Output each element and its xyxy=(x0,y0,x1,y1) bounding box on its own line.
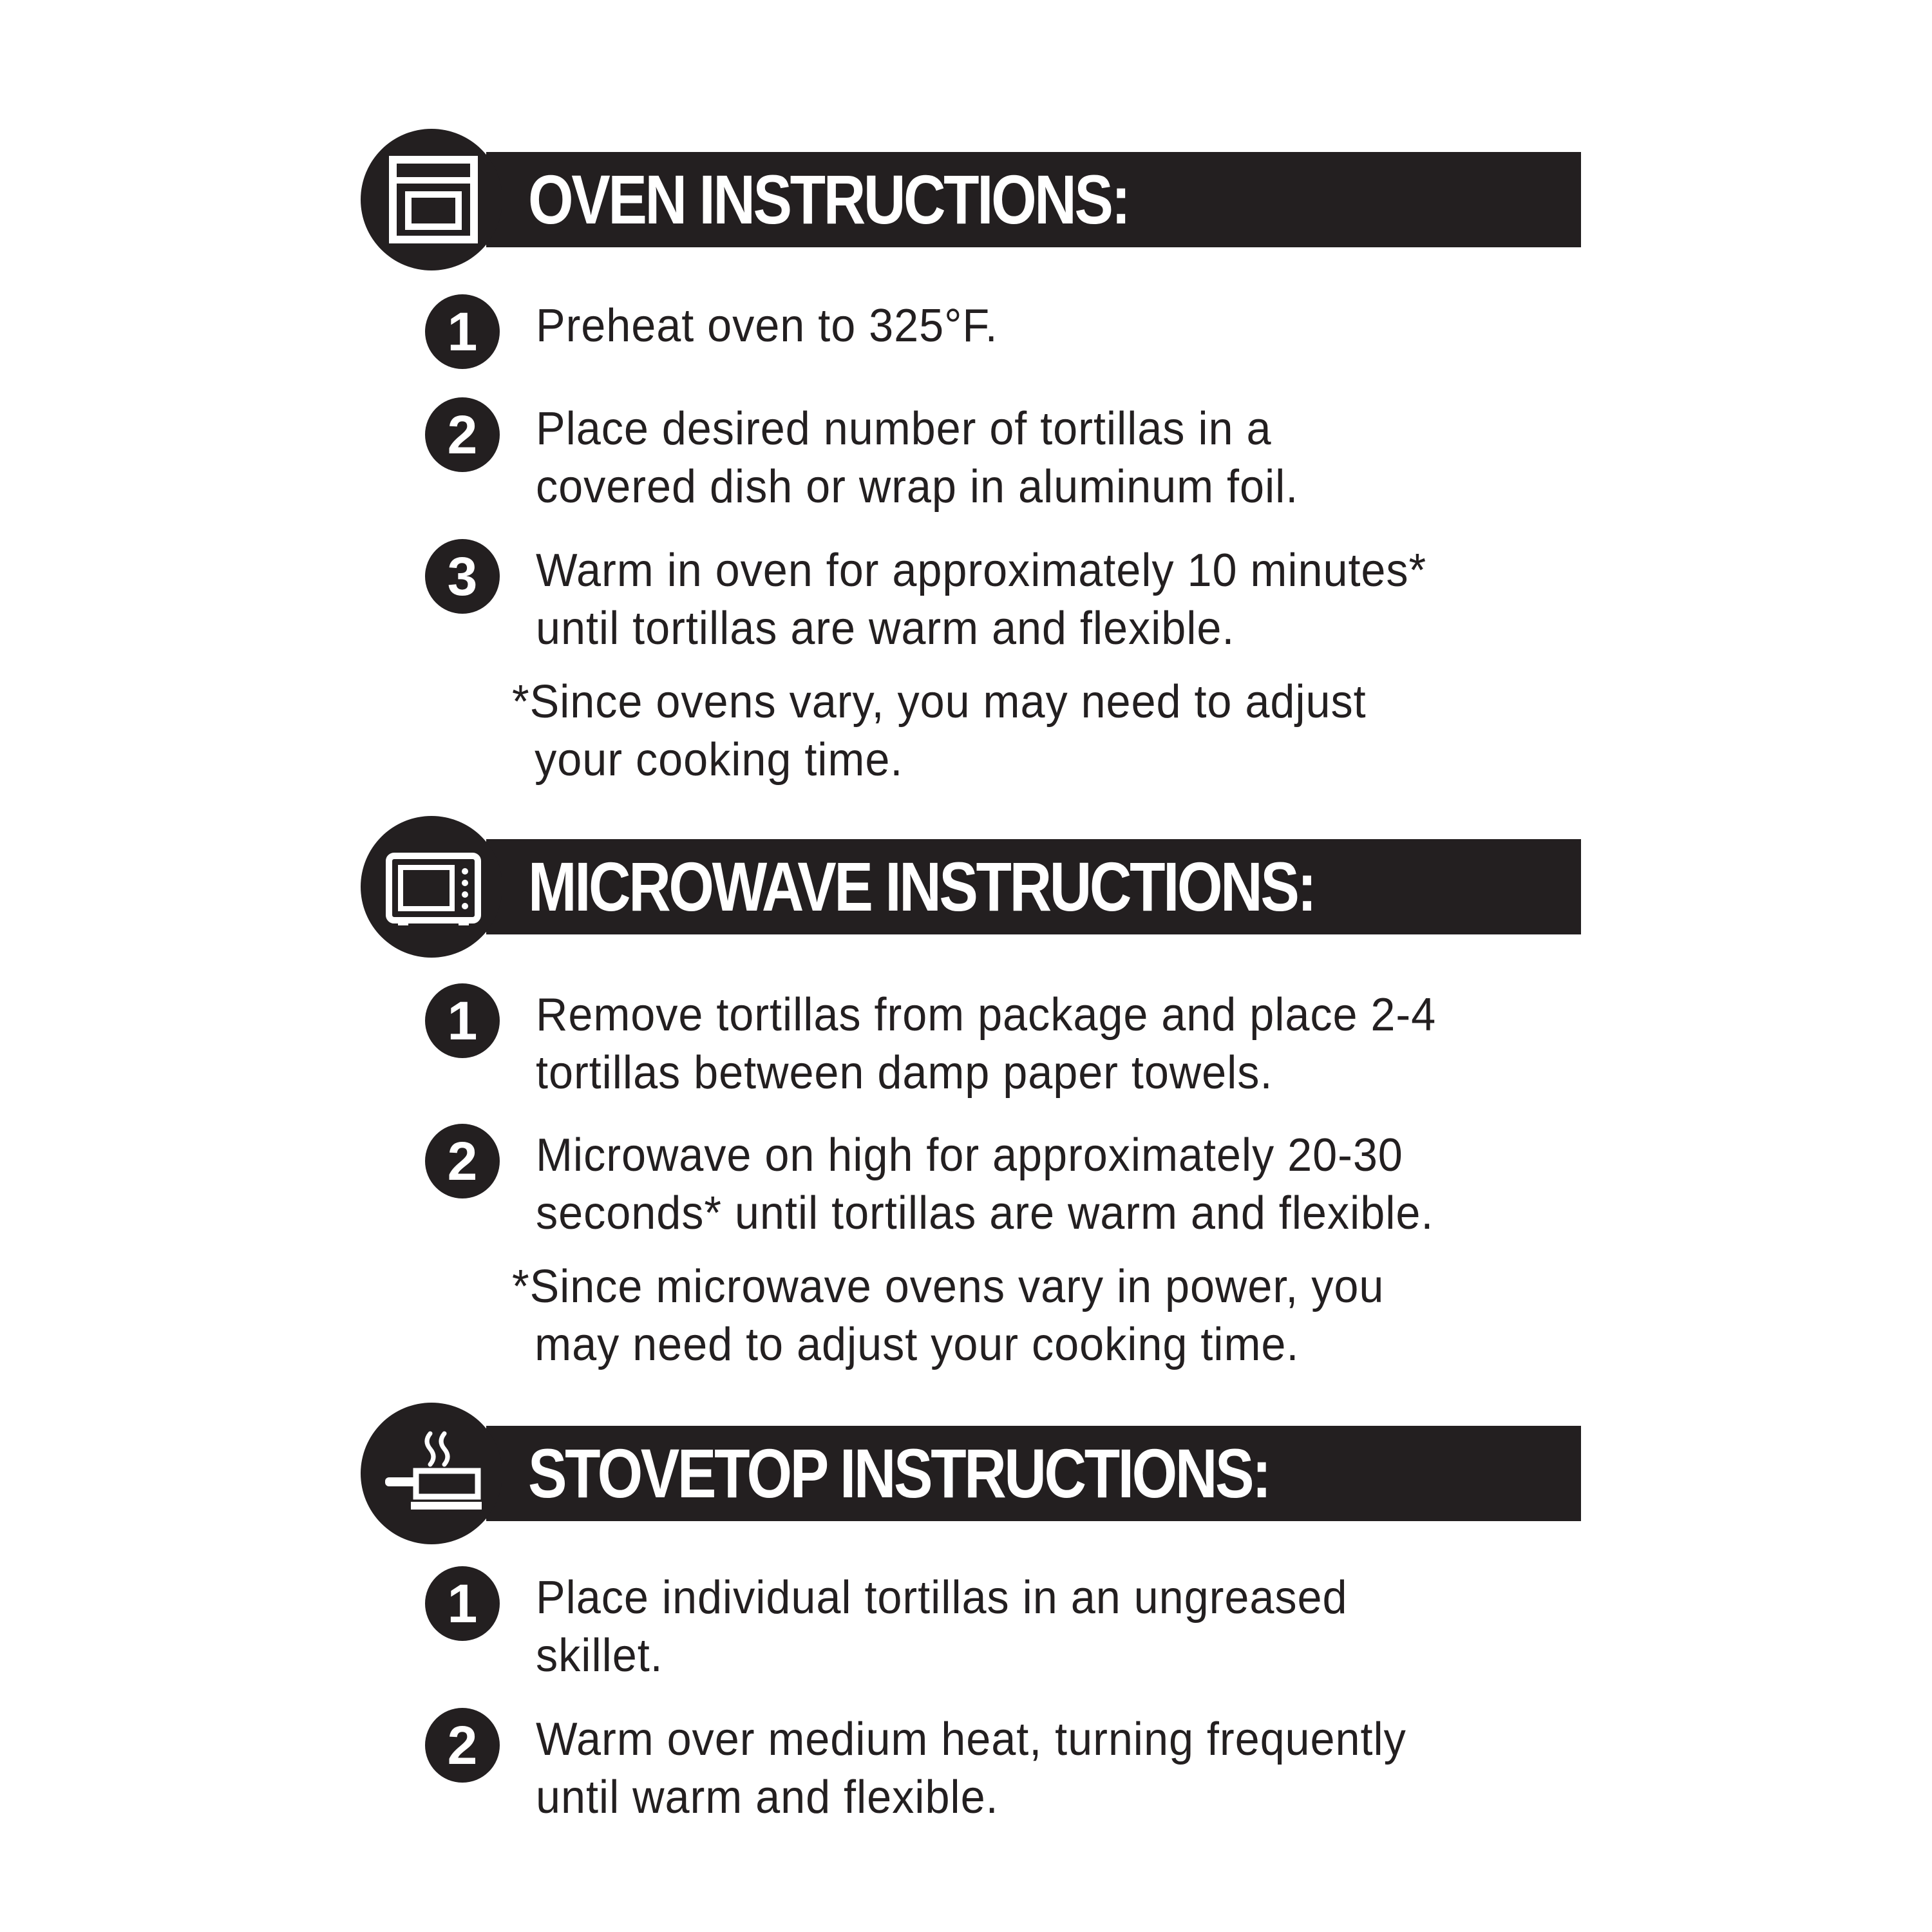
skillet-icon xyxy=(385,1428,482,1519)
oven-section-header xyxy=(361,129,1581,270)
microwave-icon xyxy=(385,842,482,932)
step-text: Preheat oven to 325°F. xyxy=(536,300,998,352)
step-number-badge: 2 xyxy=(425,1708,500,1783)
step-text: Remove tortillas from package and place 2-4 tortillas between damp paper towels. xyxy=(536,989,1437,1099)
oven-header-circle xyxy=(361,129,502,270)
microwave-header-circle xyxy=(361,816,502,958)
step-number-badge: 1 xyxy=(425,983,500,1058)
microwave-title: MICROWAVE INSTRUCTIONS: xyxy=(528,848,1315,925)
step-text: Warm in oven for approximately 10 minutes* until tortillas are warm and flexible. xyxy=(536,545,1427,654)
step-text: Warm over medium heat, turning frequently until warm and flexible. xyxy=(536,1714,1406,1823)
oven-icon xyxy=(385,155,482,245)
step-number-badge: 2 xyxy=(425,397,500,472)
stovetop-section-header xyxy=(361,1403,1581,1544)
step-number-badge: 2 xyxy=(425,1124,500,1198)
oven-title: OVEN INSTRUCTIONS: xyxy=(528,160,1129,238)
stovetop-header-circle xyxy=(361,1403,502,1544)
oven-note: *Since ovens vary, you may need to adjust your cooking time. xyxy=(512,676,1367,786)
microwave-note: *Since microwave ovens vary in power, you may need to adjust your cooking time. xyxy=(512,1261,1385,1370)
step-number-badge: 1 xyxy=(425,294,500,369)
step-number-badge: 3 xyxy=(425,539,500,614)
stovetop-title: STOVETOP INSTRUCTIONS: xyxy=(528,1434,1269,1512)
microwave-section-header xyxy=(361,816,1581,958)
step-text: Place individual tortillas in an ungreased skillet. xyxy=(536,1572,1348,1681)
step-text: Place desired number of tortillas in a covered dish or wrap in aluminum foil. xyxy=(536,403,1299,513)
step-number-badge: 1 xyxy=(425,1566,500,1641)
step-text: Microwave on high for approximately 20-30 seconds* until tortillas are warm and flexible. xyxy=(536,1130,1434,1239)
